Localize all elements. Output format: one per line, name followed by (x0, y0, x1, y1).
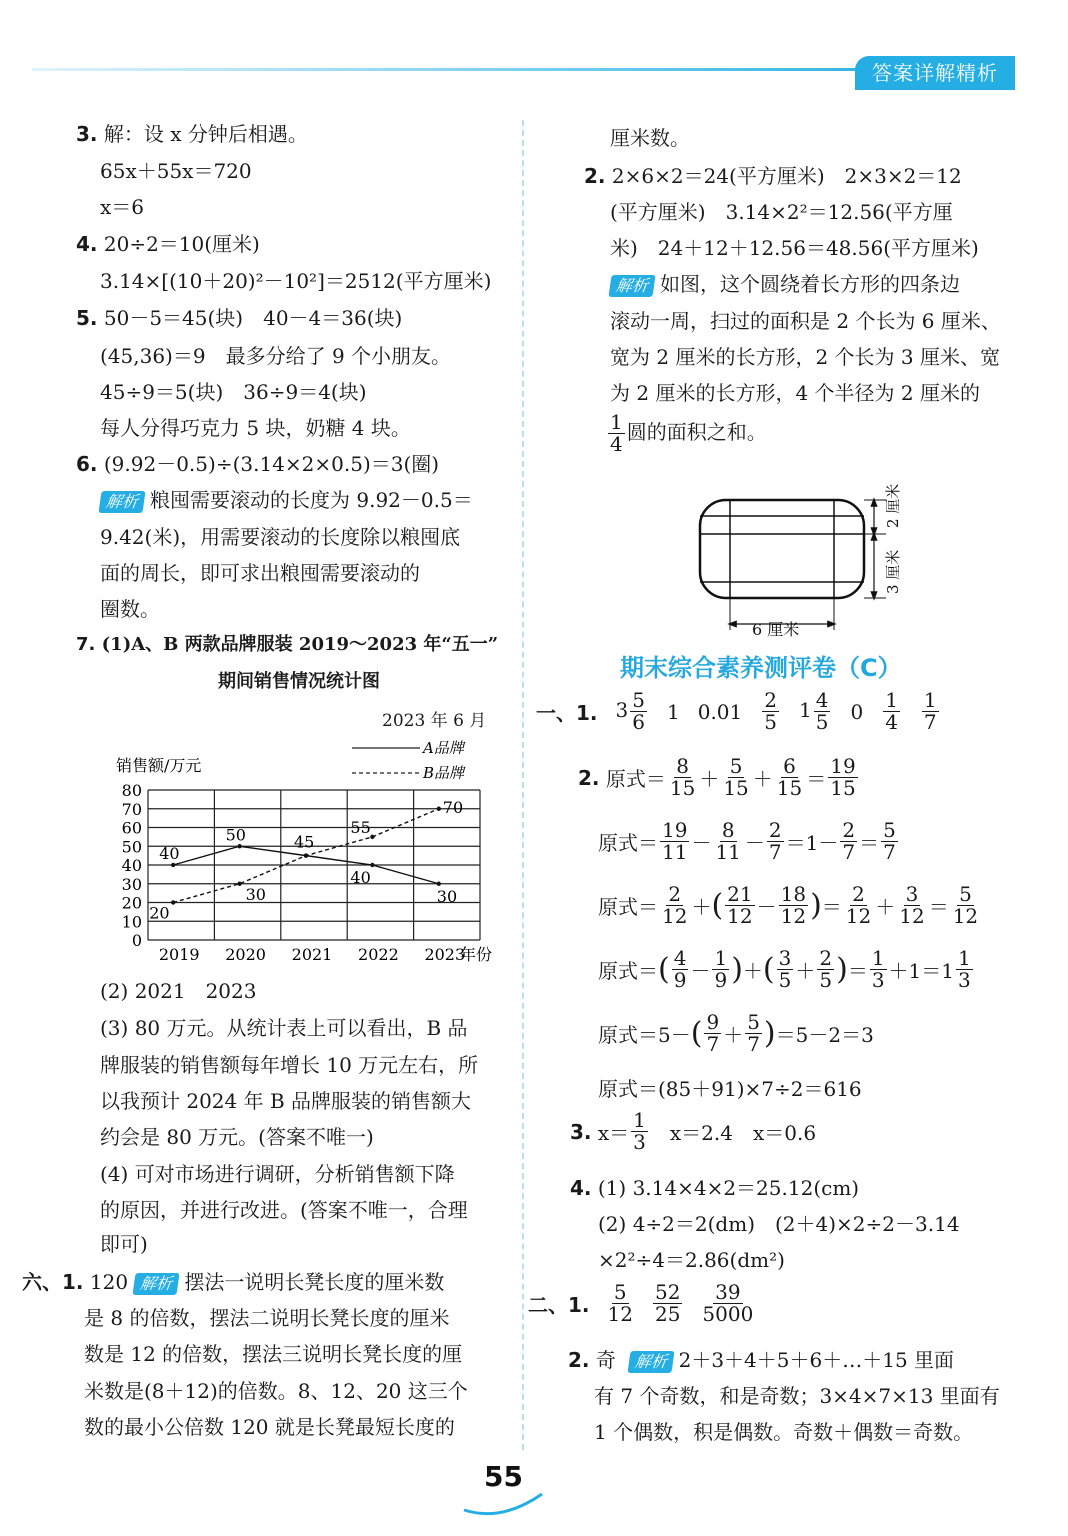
fraction: $\frac{2}{7}$ (768, 818, 782, 864)
y-tick-label: 30 (121, 874, 142, 894)
data-point (437, 807, 441, 811)
y-tick-label: 60 (121, 818, 142, 838)
fraction: $\frac{1}{3}$ (633, 1108, 646, 1154)
diagram-right-label2: 3 厘米 (884, 549, 902, 594)
q6-analysis1: 解析 粮囤需要滚动的长度为 9.92－0.5＝ (100, 484, 473, 513)
q5-line4: 每人分得巧克力 5 块，奶糖 4 块。 (100, 416, 411, 440)
q61-line2: 是 8 的倍数，摆法二说明长凳长度的厘米 (84, 1306, 450, 1330)
s1-q1: 一、1. 3 $\frac{5}{6}$ 1 0.01 $\frac{2}{5}$ 1 $\frac{4}{5}$ 0 $\frac{1}{4}$ $\frac{1}{7}$ (536, 688, 937, 734)
y-tick-label: 80 (121, 781, 142, 800)
q61-line1: 六、1. 120 解析 摆法一说明长凳长度的厘米数 (22, 1270, 445, 1294)
chart-grid (148, 790, 480, 940)
s2-q2-line2: 有 7 个奇数，和是奇数；3×4×7×13 里面有 (594, 1384, 1000, 1408)
y-tick-label: 10 (121, 912, 142, 932)
s1-q4-line3: ×2²÷4＝2.86(dm²) (598, 1248, 785, 1272)
y-tick-label: 70 (121, 799, 142, 819)
fraction: $\frac{5}{12}$ (952, 882, 979, 928)
header-rule (32, 68, 862, 71)
fraction: $\frac{6}{15}$ (776, 754, 803, 800)
s1-q2-row3: 原式＝ $\frac{2}{12}$ ＋ ( $\frac{21}{12}$ － $\frac{18}{12}$ ) ＝ $\frac{2}{12}$ ＋ $\frac{3}{12}$ ＝ $\frac{5}{12}$ (598, 882, 979, 928)
data-label: 30 (436, 886, 458, 906)
x-tick-label: 2023 (424, 945, 466, 964)
q7-part3c: 以我预计 2024 年 B 品牌服装的销售额大 (100, 1089, 472, 1113)
fraction: $\frac{1}{9}$ (714, 946, 728, 992)
r-q2-line2: (平方厘米) 3.14×2²＝12.56(平方厘 (610, 200, 953, 224)
fraction: $\frac{2}{5}$ (764, 688, 777, 734)
fraction: $\frac{1}{7}$ (923, 688, 937, 734)
data-point (237, 882, 241, 886)
data-point (437, 882, 441, 886)
section-title: 期末综合素养测评卷（C） (620, 654, 902, 682)
r-q2-analysis1: 解析 如图，这个圆绕着长方形的四条边 (610, 268, 960, 297)
y-tick-label: 0 (131, 931, 142, 950)
q6-analysis3: 面的周长，即可求出粮囤需要滚动的 (100, 561, 420, 585)
q7-title1: 7. (1)A、B 两款品牌服装 2019～2023 年“五一” (76, 634, 499, 655)
x-tick-label: 2019 (158, 945, 200, 964)
s1-q2-row5: 原式＝ 5－ ( $\frac{9}{7}$ ＋ $\frac{5}{7}$ ) ＝5－2＝3 (598, 1010, 874, 1056)
r-q2-analysis3: 宽为 2 厘米的长方形，2 个长为 3 厘米、宽 (610, 345, 1000, 369)
q6-analysis4: 圈数。 (100, 597, 160, 621)
fraction: $\frac{1}{3}$ (871, 946, 885, 992)
fraction: $\frac{2}{7}$ (842, 818, 856, 864)
data-point (171, 900, 175, 904)
q7-part2: (2) 2021 2023 (100, 979, 257, 1003)
analysis-tag: 解析 (627, 1351, 674, 1373)
q7-part3b: 牌服装的销售额每年增长 10 万元左右，所 (100, 1053, 479, 1077)
rounded-rect-diagram (688, 478, 910, 638)
q7-part4b: 的原因，并进行改进。(答案不唯一，合理 (100, 1198, 468, 1222)
q6-line1: 6. (9.92－0.5)÷(3.14×2×0.5)＝3(圈) (76, 452, 440, 476)
data-point (370, 863, 374, 867)
data-label: 40 (159, 844, 180, 863)
fraction: $\frac{8}{15}$ (669, 754, 696, 800)
y-tick-label: 40 (121, 856, 142, 875)
x-tick-label: 2022 (358, 945, 399, 964)
q7-part3d: 约会是 80 万元。(答案不唯一) (100, 1125, 374, 1149)
fraction: $\frac{1}{4}$ (610, 410, 623, 456)
q61-line3: 数是 12 的倍数，摆法三说明长凳长度的厘 (84, 1342, 463, 1366)
fraction: $\frac{5}{7}$ (883, 818, 896, 864)
s2-q2-line3: 1 个偶数，积是偶数。奇数＋偶数＝奇数。 (594, 1420, 974, 1444)
s1-q4-line2: (2) 4÷2＝2(dm) (2＋4)×2÷2－3.14 (598, 1212, 960, 1236)
fraction: $\frac{2}{12}$ (662, 882, 688, 928)
q3-line2: 65x＋55x＝720 (100, 159, 252, 183)
fraction: $\frac{4}{5}$ (815, 688, 829, 734)
header-tab: 答案详解精析 (855, 56, 1015, 90)
legend-a: A品牌 (423, 739, 464, 757)
chart-ylabel: 销售额/万元 (116, 756, 202, 775)
chart-yticks (122, 781, 142, 950)
chart-xlabel: 年份 (460, 945, 493, 964)
s1-q2-row2: 原式＝ $\frac{19}{11}$ － $\frac{8}{11}$ － $\frac{2}{7}$ ＝1－ $\frac{2}{7}$ ＝ $\frac{5}{7}$ (598, 818, 896, 864)
fraction: $\frac{39}{5000}$ (702, 1280, 754, 1326)
fraction: $\frac{5}{7}$ (747, 1010, 760, 1056)
q6-analysis2: 9.42(米)，用需要滚动的长度除以粮囤底 (100, 525, 461, 549)
data-point (304, 853, 308, 857)
fraction: $\frac{3}{5}$ (778, 946, 792, 992)
s1-q3: 3. x＝ $\frac{1}{3}$ x＝2.4 x＝0.6 (570, 1108, 817, 1154)
fraction: $\frac{2}{5}$ (819, 946, 833, 992)
y-tick-label: 20 (121, 893, 142, 913)
fraction: $\frac{3}{12}$ (899, 882, 925, 928)
chart-xticks (159, 945, 465, 964)
data-point (370, 835, 374, 839)
fraction: $\frac{9}{7}$ (706, 1010, 720, 1056)
data-point (171, 863, 175, 867)
q7-part4c: 即可) (100, 1232, 148, 1256)
q7-part3a: (3) 80 万元。从统计表上可以看出，B 品 (100, 1016, 468, 1040)
fraction: $\frac{21}{12}$ (727, 882, 753, 928)
analysis-tag: 解析 (98, 491, 145, 513)
fraction: $\frac{1}{3}$ (958, 946, 971, 992)
s2-q2-line1: 2. 奇 解析 2＋3＋4＋5＋6＋…＋15 里面 (568, 1348, 955, 1372)
fraction: $\frac{5}{6}$ (632, 688, 645, 734)
q5-line2: (45,36)＝9 最多分给了 9 个小朋友。 (100, 344, 452, 368)
mixed-number: 3 $\frac{5}{6}$ (615, 688, 645, 734)
data-label: 30 (245, 884, 266, 904)
diagram-right-label1: 2 厘米 (884, 483, 902, 528)
fraction: $\frac{2}{12}$ (845, 882, 872, 928)
mixed-number: 1 $\frac{4}{5}$ (798, 688, 829, 734)
x-tick-label: 2021 (291, 945, 333, 964)
data-label: 50 (225, 825, 246, 845)
data-point (237, 844, 241, 848)
r-q2-analysis2: 滚动一周，扫过的面积是 2 个长为 6 厘米、 (610, 309, 1001, 333)
data-label: 70 (442, 797, 464, 817)
data-label: 20 (149, 903, 170, 923)
y-tick-label: 50 (121, 837, 142, 857)
line-chart (110, 732, 510, 972)
fraction: $\frac{5}{12}$ (607, 1280, 633, 1326)
chart-date: 2023 年 6 月 (382, 711, 487, 731)
analysis-tag: 解析 (133, 1273, 180, 1295)
chart-data-labels (149, 798, 463, 923)
q5-line1: 5. 50－5＝45(块) 40－4＝36(块) (76, 306, 403, 330)
s1-q2-row6: 原式＝(85＋91)×7÷2＝616 (598, 1077, 862, 1101)
x-tick-label: 2020 (225, 945, 266, 964)
column-divider (522, 120, 524, 1450)
s1-q2-row1: 2. 原式＝ $\frac{8}{15}$ ＋ $\frac{5}{15}$ ＋ $\frac{6}{15}$ ＝ $\frac{19}{15}$ (578, 754, 856, 800)
fraction: $\frac{19}{11}$ (662, 818, 688, 864)
fraction: $\frac{18}{12}$ (780, 882, 807, 928)
s1-q2-row4: 原式＝ ( $\frac{4}{9}$ － $\frac{1}{9}$ ) ＋ ( $\frac{3}{5}$ ＋ $\frac{2}{5}$ ) ＝ $\frac{1}{3}$ ＋1＝1 $\frac{1}{3}$ (598, 946, 971, 992)
fraction: $\frac{52}{25}$ (654, 1280, 681, 1326)
r-top-line: 厘米数。 (610, 126, 690, 150)
data-label: 55 (350, 817, 371, 837)
q4-line2: 3.14×[(10＋20)²－10²]＝2512(平方厘米) (100, 269, 492, 293)
q61-line5: 数的最小公倍数 120 就是长凳最短长度的 (84, 1415, 455, 1439)
q4-line1: 4. 20÷2＝10(厘米) (76, 232, 260, 256)
fraction: $\frac{5}{15}$ (723, 754, 749, 800)
s2-q1: 二、1. $\frac{5}{12}$ $\frac{52}{25}$ $\frac{39}{5000}$ (528, 1280, 754, 1326)
page-number: 55 (484, 1460, 523, 1493)
r-q2-analysis5: $\frac{1}{4}$ 圆的面积之和。 (610, 410, 767, 456)
q61-line4: 米数是(8＋12)的倍数。8、12、20 这三个 (84, 1379, 468, 1403)
analysis-tag: 解析 (608, 275, 655, 297)
data-label: 40 (350, 868, 371, 887)
fraction: $\frac{19}{15}$ (830, 754, 856, 800)
r-q2-line1: 2. 2×6×2＝24(平方厘米) 2×3×2＝12 (584, 164, 962, 188)
fraction: $\frac{8}{11}$ (715, 818, 741, 864)
fraction: $\frac{4}{9}$ (673, 946, 687, 992)
fraction: $\frac{1}{4}$ (885, 688, 898, 734)
r-q2-analysis4: 为 2 厘米的长方形，4 个半径为 2 厘米的 (610, 381, 980, 405)
q7-title2: 期间销售情况统计图 (218, 671, 380, 692)
s1-q4-line1: 4. (1) 3.14×4×2＝25.12(cm) (570, 1176, 860, 1200)
diagram-bottom-label: 6 厘米 (752, 620, 800, 638)
q5-line3: 45÷9＝5(块) 36÷9＝4(块) (100, 380, 367, 404)
q3-line3: x＝6 (100, 195, 145, 219)
legend-b: B品牌 (423, 764, 465, 782)
q7-part4a: (4) 可对市场进行调研，分析销售额下降 (100, 1162, 455, 1186)
chart-series (171, 807, 441, 905)
data-label: 45 (294, 832, 315, 852)
r-q2-line3: 米) 24＋12＋12.56＝48.56(平方厘米) (610, 236, 979, 260)
q3-line1: 3. 解：设 x 分钟后相遇。 (76, 122, 308, 146)
